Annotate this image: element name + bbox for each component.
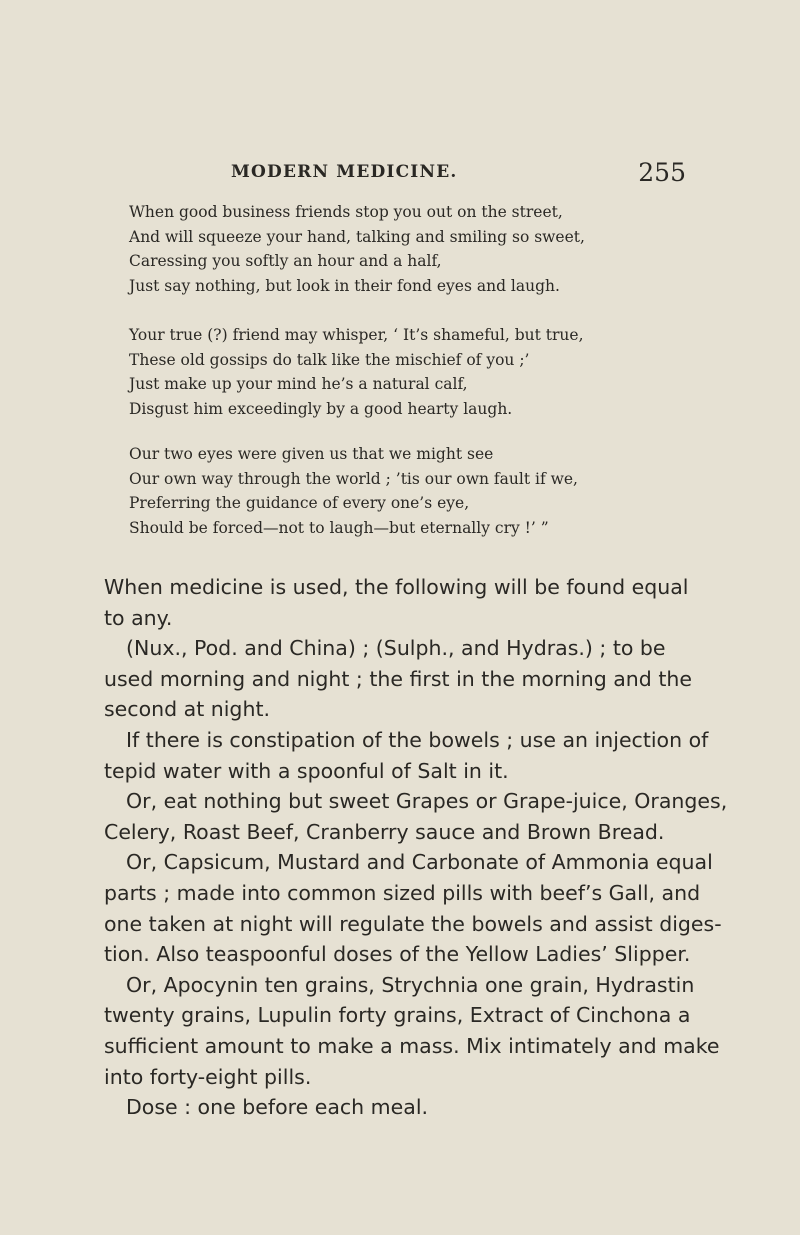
prose-line: Or, Apocynin ten grains, Strychnia one grain, Hydrastin [126,972,695,997]
prose-line: used morning and night ; the first in the morning and the [104,666,692,691]
prose-line: Or, Capsicum, Mustard and Carbonate of Ammonia equal [126,850,713,875]
prose-line: Celery, Roast Beef, Cranberry sauce and Brown Bread. [104,819,665,844]
poem-line: Our own way through the world ; ’tis our own fault if we, [129,469,578,488]
prose-line: to any. [104,605,173,630]
poem-stanza-2 [129,323,699,421]
prose-line: (Nux., Pod. and China) ; (Sulph., and Hydras.) ; to be [126,636,666,661]
prose-line: sufficient amount to make a mass. Mix intimately and make [104,1033,720,1058]
page-number: 255 [638,158,686,187]
prose-line: tepid water with a spoonful of Salt in it. [104,758,509,783]
poem-line: Preferring the guidance of every one’s eye, [129,494,470,512]
poem-line: Should be forced—not to laugh—but eternally cry !’ ” [129,518,549,537]
poem-stanza-1 [129,200,699,298]
poem-line: Just say nothing, but look in their fond eyes and laugh. [129,276,560,295]
poem-line: When good business friends stop you out on the street, [129,203,563,221]
poem-line: Your true (?) friend may whisper, ‘ It’s shameful, but true, [129,326,584,344]
prose-line: Or, eat nothing but sweet Grapes or Grape-juice, Oranges, [126,789,728,814]
poem-line: Our two eyes were given us that we might see [129,445,494,463]
prose-line: second at night. [104,697,270,722]
poem-stanza-3 [129,442,699,540]
poem-line: These old gossips do talk like the mischief of you ;’ [129,350,530,369]
poem-line: And will squeeze your hand, talking and smiling so sweet, [129,227,585,246]
prose-line: If there is constipation of the bowels ; use an injection of [126,727,709,752]
prose-line: Dose : one before each meal. [126,1095,429,1120]
prose-line: twenty grains, Lupulin forty grains, Extract of Cinchona a [104,1003,691,1028]
prose-line: one taken at night will regulate the bowels and assist diges- [104,911,722,936]
poem-line: Just make up your mind he’s a natural calf, [129,375,468,393]
prose-line: tion. Also teaspoonful doses of the Yellow Ladies’ Slipper. [104,942,691,967]
prose-body [104,572,728,1123]
running-header [231,158,686,190]
running-title: MODERN MEDICINE. [231,162,458,182]
prose-line: When medicine is used, the following will be found equal [104,575,689,599]
prose-line: parts ; made into common sized pills with beef’s Gall, and [104,880,701,905]
poem-line: Caressing you softly an hour and a half, [129,252,442,270]
poem-line: Disgust him exceedingly by a good hearty laugh. [129,399,513,418]
prose-line: into forty-eight pills. [104,1064,312,1089]
